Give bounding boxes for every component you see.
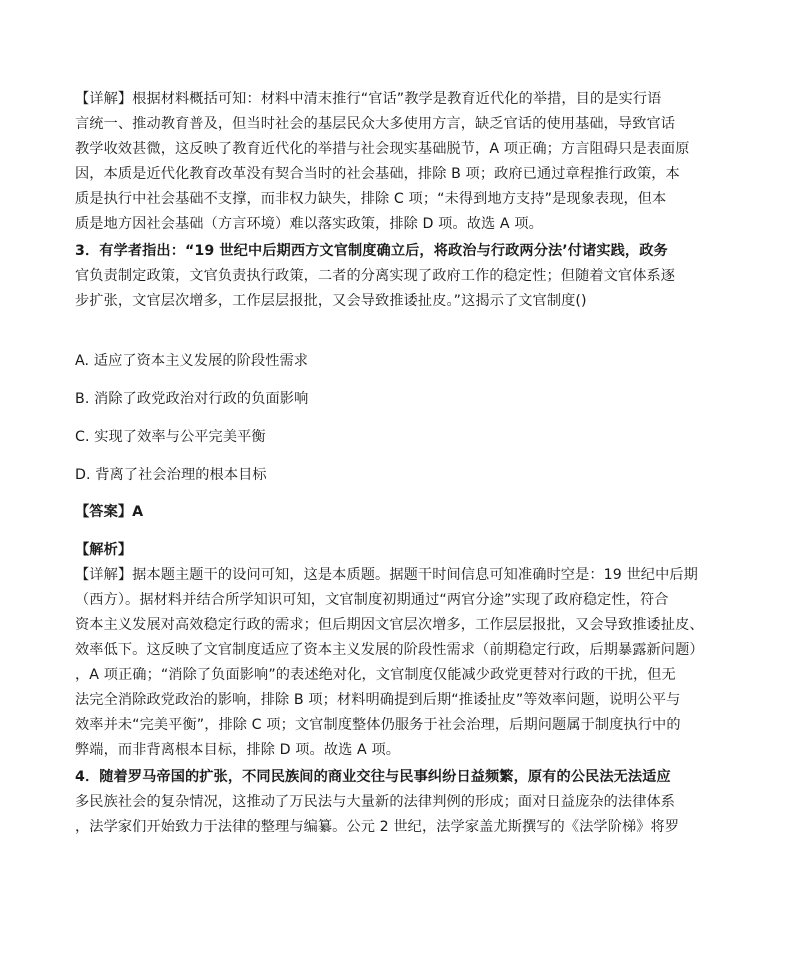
analysis-line-6: 法完全消除政党政治的影响，排除 B 项；材料明确提到后期“推诿扯皮”等效率问题，说明公平与 [75, 692, 681, 708]
analysis-line-5: ，A 项正确；“消除了负面影响”的表述绝对化，文官制度仅能减少政党更替对行政的干扰，但无 [75, 667, 676, 683]
analysis-line-8: 弊端，而非背离根本目标，排除 D 项。故选 A 项。 [75, 742, 401, 758]
text-line-5: 质是执行中社会基础不支撑，而非权力缺失，排除 C 项；“未得到地方支持”是现象表现，但本 [75, 191, 667, 207]
analysis-line-3: 资本主义发展对高效稳定行政的需求；但后期因文官层次增多，工作层层报批，又会导致推诿扯皮、 [75, 617, 704, 633]
analysis-line-4: 效率低下。这反映了文官制度适应了资本主义发展的阶段性需求（前期稳定行政，后期暴露新问题） [75, 642, 704, 658]
option-d: D. 背离了社会治理的根本目标 [75, 467, 267, 483]
analysis-line-7: 效率并未“完美平衡”，排除 C 项；文官制度整体仍服务于社会治理，后期问题属于制度执行中的 [75, 717, 681, 733]
question-4-line-2: 多民族社会的复杂情况，这推动了万民法与大量新的法律判例的形成；面对日益庞杂的法律体系 [75, 794, 676, 810]
analysis-heading: 【解析】 [75, 542, 133, 558]
question-3-line-3: 步扩张，文官层次增多，工作层层报批，又会导致推诿扯皮。”这揭示了文官制度() [75, 293, 587, 309]
analysis-line-1: 【详解】据本题主题干的设问可知，这是本质题。据题干时间信息可知准确时空是：19 世纪中后期 [75, 567, 698, 583]
option-a: A. 适应了资本主义发展的阶段性需求 [75, 353, 309, 369]
option-c: C. 实现了效率与公平完美平衡 [75, 429, 266, 445]
text-line-3: 教学收效甚微，这反映了教育近代化的举措与社会现实基础脱节，A 项正确；方言阻碍只是表面原 [75, 141, 690, 157]
question-4-line-3: ，法学家们开始致力于法律的整理与编纂。公元 2 世纪，法学家盖尤斯撰写的《法学阶梯》将罗 [75, 819, 680, 835]
text-line-4: 因，本质是近代化教育改革没有契合当时的社会基础，排除 B 项；政府已通过章程推行政策，本 [75, 166, 680, 182]
option-b: B. 消除了政党政治对行政的负面影响 [75, 391, 309, 407]
question-3-line-1: 3．有学者指出：“19 世纪中后期西方文官制度确立后，将政治与行政两分法’付诸实践，政务 [75, 243, 668, 259]
text-line-2: 言统一、推动教育普及，但当时社会的基层民众大多使用方言，缺乏官话的使用基础，导致官话 [75, 116, 676, 132]
text-line-1: 【详解】根据材料概括可知：材料中清末推行“官话”教学是教育近代化的举措，目的是实行语 [75, 91, 662, 107]
answer-line: 【答案】A [75, 504, 144, 520]
text-line-6: 质是地方因社会基础（方言环境）难以落实政策，排除 D 项。故选 A 项。 [75, 216, 543, 232]
question-3-line-2: 官负责制定政策，文官负责执行政策，二者的分离实现了政府工作的稳定性；但随着文官体系逐 [75, 268, 676, 284]
question-4-line-1: 4．随着罗马帝国的扩张，不同民族间的商业交往与民事纠纷日益频繁，原有的公民法无法适应 [75, 769, 671, 785]
analysis-line-2: （西方）。据材料并结合所学知识可知，文官制度初期通过“两官分途”实现了政府稳定性，符合 [75, 592, 669, 608]
